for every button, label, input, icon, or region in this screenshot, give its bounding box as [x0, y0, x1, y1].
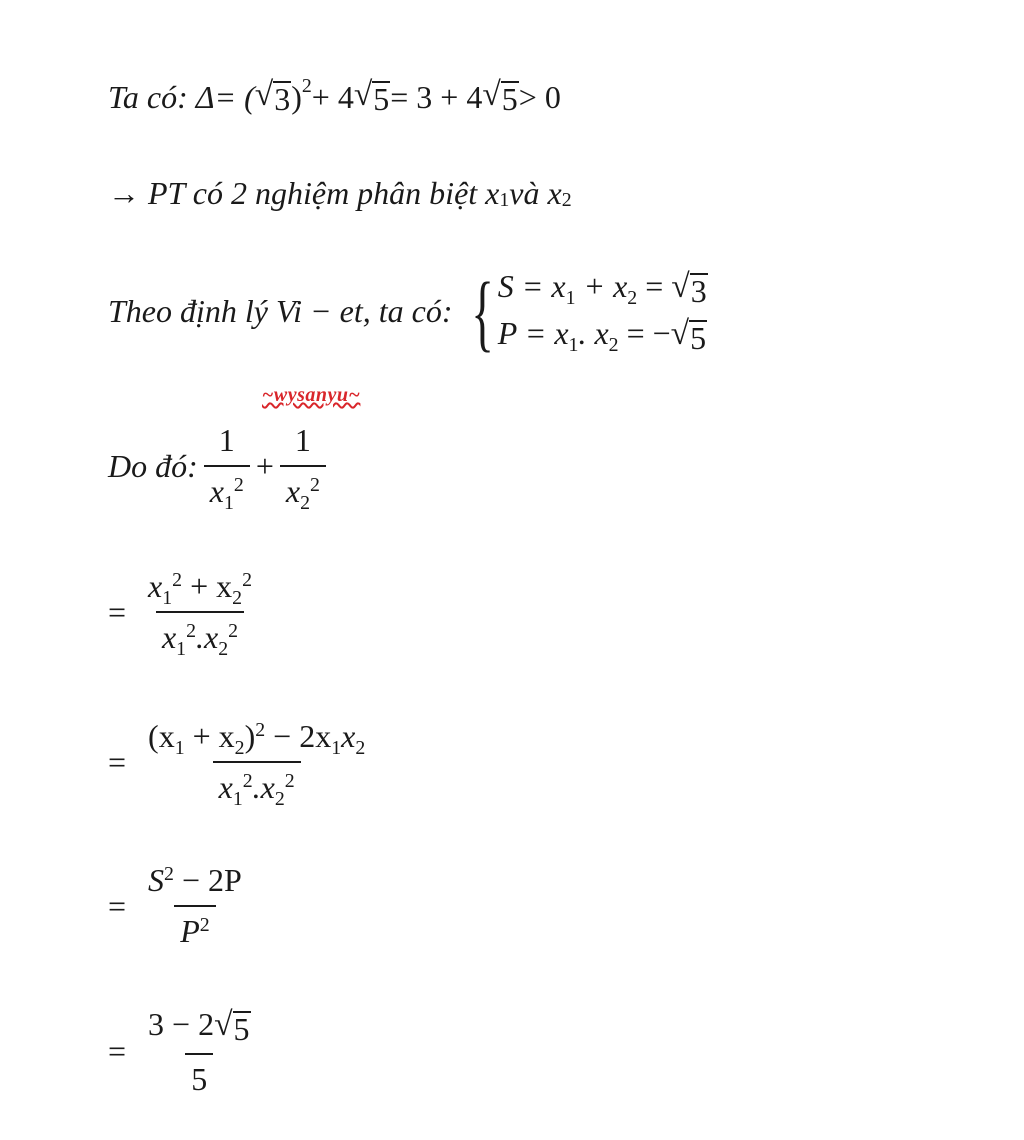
text: + 4 [311, 78, 354, 115]
fraction: $\frac{1}{x_1^2}$ [204, 422, 250, 510]
roots-line [108, 175, 572, 212]
text: và x [509, 175, 562, 211]
product-row: $P = x_1$. $x_2$ = − √ 5 [497, 314, 707, 356]
text: Theo định lý Vi − et, ta có: [108, 293, 453, 330]
fraction: $\frac{(x_1 + x_2)^2 - 2x_1x_2}{x_1^2.x_2^2}$ [148, 718, 366, 810]
text: = 3 + 4 [390, 78, 483, 115]
sqrt-5: √ 5 [353, 76, 390, 117]
system-brace: { $S = x_1 + x_2$ = √ 3 $P = x_1$. $x_2$ = − √ 5 [471, 263, 707, 360]
subscript: 2 [561, 188, 572, 211]
discriminant-line: Ta có: Δ= ( √ 3 ) $^2$ + 4 √ 5 = 3 + 4 √ 5 > 0 [108, 74, 561, 117]
vieta-line [108, 263, 708, 360]
text: → PT có 2 nghiệm phân biệt x [108, 175, 500, 211]
sqrt-3: √ 3 [254, 76, 291, 117]
text: Do đó: [108, 447, 198, 484]
radicand: 5 [501, 81, 518, 117]
step-2: = $\frac{(x_1 + x_2)^2 - 2x_1x_2}{x_1^2.x_2^2}$ [108, 718, 377, 806]
radicand: 3 [274, 81, 291, 117]
fraction: 3 − 2 √ 5 5 [148, 1006, 250, 1097]
radicand: 5 [373, 81, 390, 117]
fraction: $\frac{x_1^2 + x_2^2}{x_1^2.x_2^2}$ [148, 568, 252, 660]
watermark: ~wysanyu~ [262, 384, 361, 406]
text: > 0 [518, 78, 561, 115]
do-do-line: Do đó: $\frac{1}{x_1^2}$ + $\frac{1}{x_2^2}$ [108, 422, 332, 510]
exponent: 2 [301, 74, 312, 97]
sum-row: $S = x_1 + x_2$ = √ 3 [497, 268, 707, 309]
fraction: $\frac{1}{x_2^2}$ [280, 422, 326, 510]
text: Ta có: Δ= ( [108, 78, 255, 115]
sqrt-5: √ 5 [482, 76, 518, 117]
subscript: 1 [499, 188, 510, 211]
fraction: $\frac{S^2 - 2P}{P^2}$ [148, 862, 242, 949]
step-1: = $\frac{x_1^2 + x_2^2}{x_1^2.x_2^2}$ [108, 568, 264, 656]
step-3: = $\frac{S^2 - 2P}{P^2}$ [108, 862, 254, 950]
final-result: = 3 − 2 √ 5 5 [108, 1006, 263, 1098]
